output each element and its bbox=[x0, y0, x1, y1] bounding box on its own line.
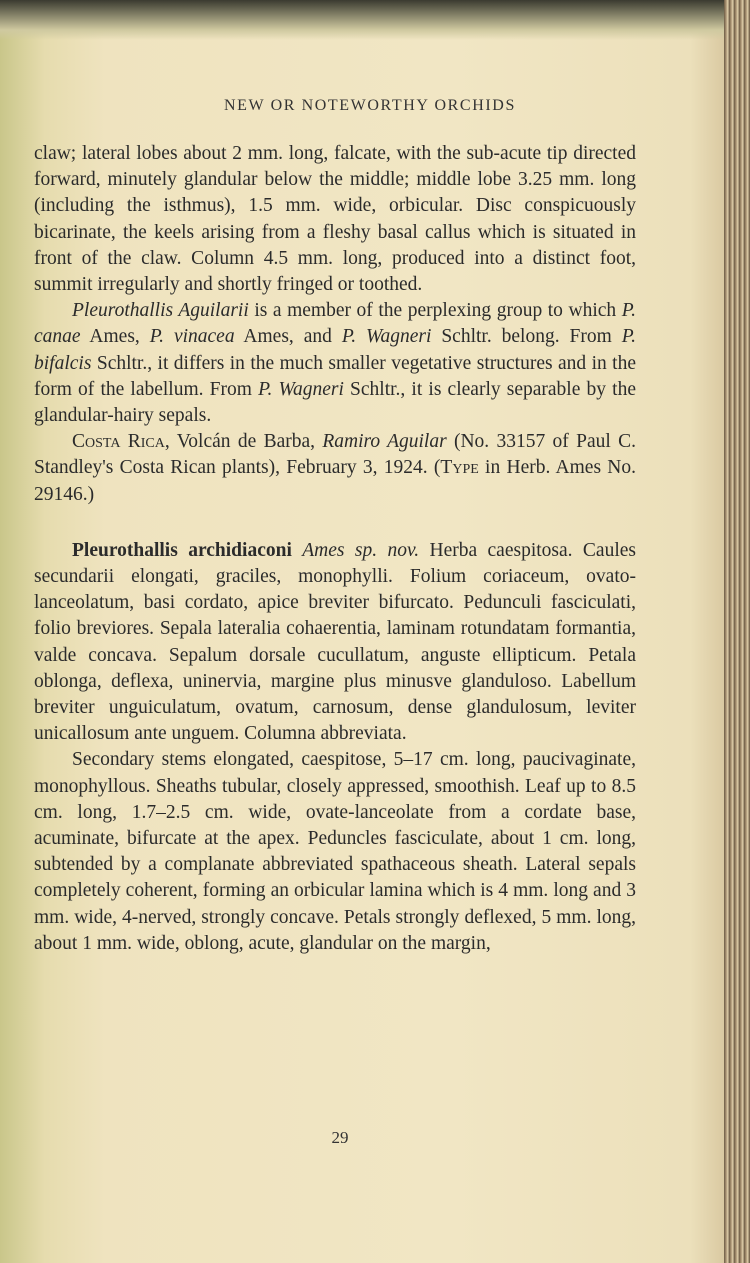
running-header: NEW OR NOTEWORTHY ORCHIDS bbox=[224, 97, 516, 114]
page-edge bbox=[724, 0, 750, 1263]
page-number: 29 bbox=[331, 1128, 349, 1147]
species-name: Pleurothallis Aguilarii bbox=[72, 300, 249, 322]
country-name: Costa Rica bbox=[72, 431, 165, 453]
body-text bbox=[34, 141, 636, 957]
english-description: Secondary stems elongated, caespitose, 5–17 cm. long, paucivaginate, monophyllous. Sheaths tubular, closely appressed, smoothish. Leaf up to 8.5 cm. long, 1.7–2.5 cm. wide, ovate-lanceolate from a cordate base, acuminate, bifurcate at the apex. Peduncles fasciculate, about 1 cm. long, subtended by a complanate abbreviated spathaceous sheath. Lateral sepals completely coherent, forming an orbicular lamina which is 4 mm. long and 3 mm. wide, 4-nerved, strongly concave. Petals strongly deflexed, 5 mm. long, about 1 mm. wide, oblong, acute, glandular on the margin, bbox=[34, 749, 636, 954]
latin-diagnosis: Pleurothallis archidiaconi Ames sp. nov. Herba caespitosa. Caules secundarii elongati, graciles, monophylli. Folium coriaceum, ovato-lanceolatum, basi cordato, apice breviter bifurcato. Pedunculi fasciculati, folio breviores. Sepala lateralia cohaerentia, laminam rotundatam formantia, valde concava. Sepalum dorsale cucullatum, anguste ellipticum. Petala oblonga, deflexa, uninervia, margine plus minusve glanduloso. Labellum breviter unguiculatum, ovatum, carnosum, dense glandulosum, leviter unicallosum ante unguem. Columna abbreviata. bbox=[34, 539, 636, 745]
description-continued: claw; lateral lobes about 2 mm. long, falcate, with the sub-acute tip directed forward, minutely glandular below the middle; middle lobe 3.25 mm. long (including the isthmus), 1.5 mm. wide, orbicular. Disc conspicuously bicarinate, the keels arising from a fleshy basal callus which is situated in front of the claw. Column 4.5 mm. long, produced into a distinct foot, summit irregularly and shortly fringed or toothed. bbox=[34, 143, 636, 296]
species-authority: Ames sp. nov. bbox=[302, 539, 420, 561]
new-species-name: Pleurothallis archidiaconi bbox=[72, 539, 292, 561]
section-gap bbox=[34, 508, 636, 538]
specimen-citation: Costa Rica, Volcán de Barba, Ramiro Aguilar (No. 33157 of Paul C. Standley's Costa Rican plants), February 3, 1924. (Type in Herb. Ames No. 29146.) bbox=[34, 431, 636, 505]
collector-name: Ramiro Aguilar bbox=[322, 431, 447, 453]
discussion-paragraph: Pleurothallis Aguilarii is a member of the perplexing group to which P. canae Ames, P. vinacea Ames, and P. Wagneri Schltr. belong. From P. bifalcis Schltr., it differs in the much smaller vegetative structures and in the form of the labellum. From P. Wagneri Schltr., it is clearly separable by the glandular-hairy sepals. bbox=[34, 300, 637, 427]
